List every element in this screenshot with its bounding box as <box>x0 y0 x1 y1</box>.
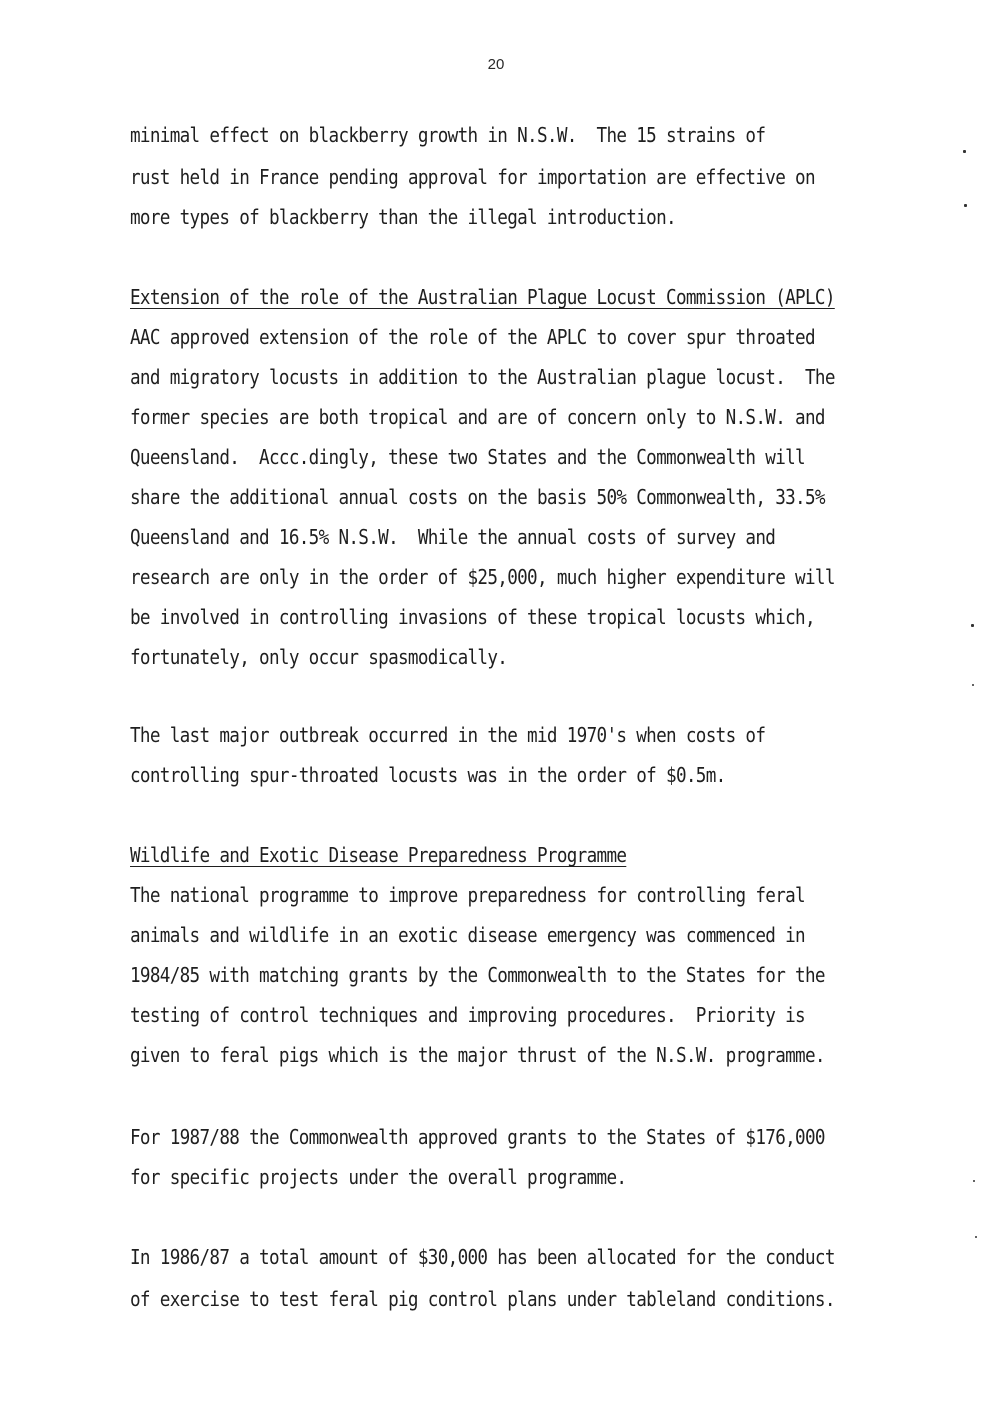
body-text-line: given to feral pigs which is the major thrust of the N.S.W. programme. <box>130 1043 825 1067</box>
body-text-line: fortunately, only occur spasmodically. <box>130 645 508 669</box>
body-text-line: The last major outbreak occurred in the mid 1970's when costs of <box>130 723 766 747</box>
body-text-line: and migratory locusts in addition to the Australian plague locust. The <box>130 365 835 389</box>
scan-speck <box>964 204 967 207</box>
body-text-line: 1984/85 with matching grants by the Commonwealth to the States for the <box>130 963 825 987</box>
body-text-line: share the additional annual costs on the basis 50% Commonwealth, 33.5% <box>130 485 825 509</box>
body-text-line: testing of control techniques and improving procedures. Priority is <box>130 1003 805 1027</box>
body-text-line: research are only in the order of $25,000, much higher expenditure will <box>130 565 835 589</box>
body-text-line: For 1987/88 the Commonwealth approved grants to the States of $176,000 <box>130 1125 825 1149</box>
scan-speck <box>975 1236 977 1238</box>
body-text-line: of exercise to test feral pig control plans under tableland conditions. <box>130 1287 835 1311</box>
section-heading-wildlife: Wildlife and Exotic Disease Preparedness Programme <box>130 843 627 867</box>
section-heading-aplc: Extension of the role of the Australian Plague Locust Commission (APLC) <box>130 285 835 309</box>
scan-speck <box>972 684 974 686</box>
page-number: 20 <box>487 56 505 73</box>
body-text-line: former species are both tropical and are of concern only to N.S.W. and <box>130 405 825 429</box>
body-text-line: animals and wildlife in an exotic disease emergency was commenced in <box>130 923 805 947</box>
body-text-line: In 1986/87 a total amount of $30,000 has been allocated for the conduct <box>130 1245 835 1269</box>
body-text-line: minimal effect on blackberry growth in N.S.W. The 15 strains of <box>130 123 766 147</box>
scan-speck <box>973 1180 975 1182</box>
body-text-line: Queensland. Accc.dingly, these two States and the Commonwealth will <box>130 445 805 469</box>
body-text-line: controlling spur-throated locusts was in the order of $0.5m. <box>130 763 726 787</box>
body-text-line: more types of blackberry than the illegal introduction. <box>130 205 676 229</box>
body-text-line: The national programme to improve preparedness for controlling feral <box>130 883 805 907</box>
scan-speck <box>971 624 974 627</box>
body-text-line: rust held in France pending approval for importation are effective on <box>130 165 815 189</box>
body-text-line: for specific projects under the overall programme. <box>130 1165 627 1189</box>
body-text-line: AAC approved extension of the role of the APLC to cover spur throated <box>130 325 815 349</box>
body-text-line: Queensland and 16.5% N.S.W. While the annual costs of survey and <box>130 525 776 549</box>
scan-speck <box>963 150 966 153</box>
body-text-line: be involved in controlling invasions of these tropical locusts which, <box>130 605 815 629</box>
